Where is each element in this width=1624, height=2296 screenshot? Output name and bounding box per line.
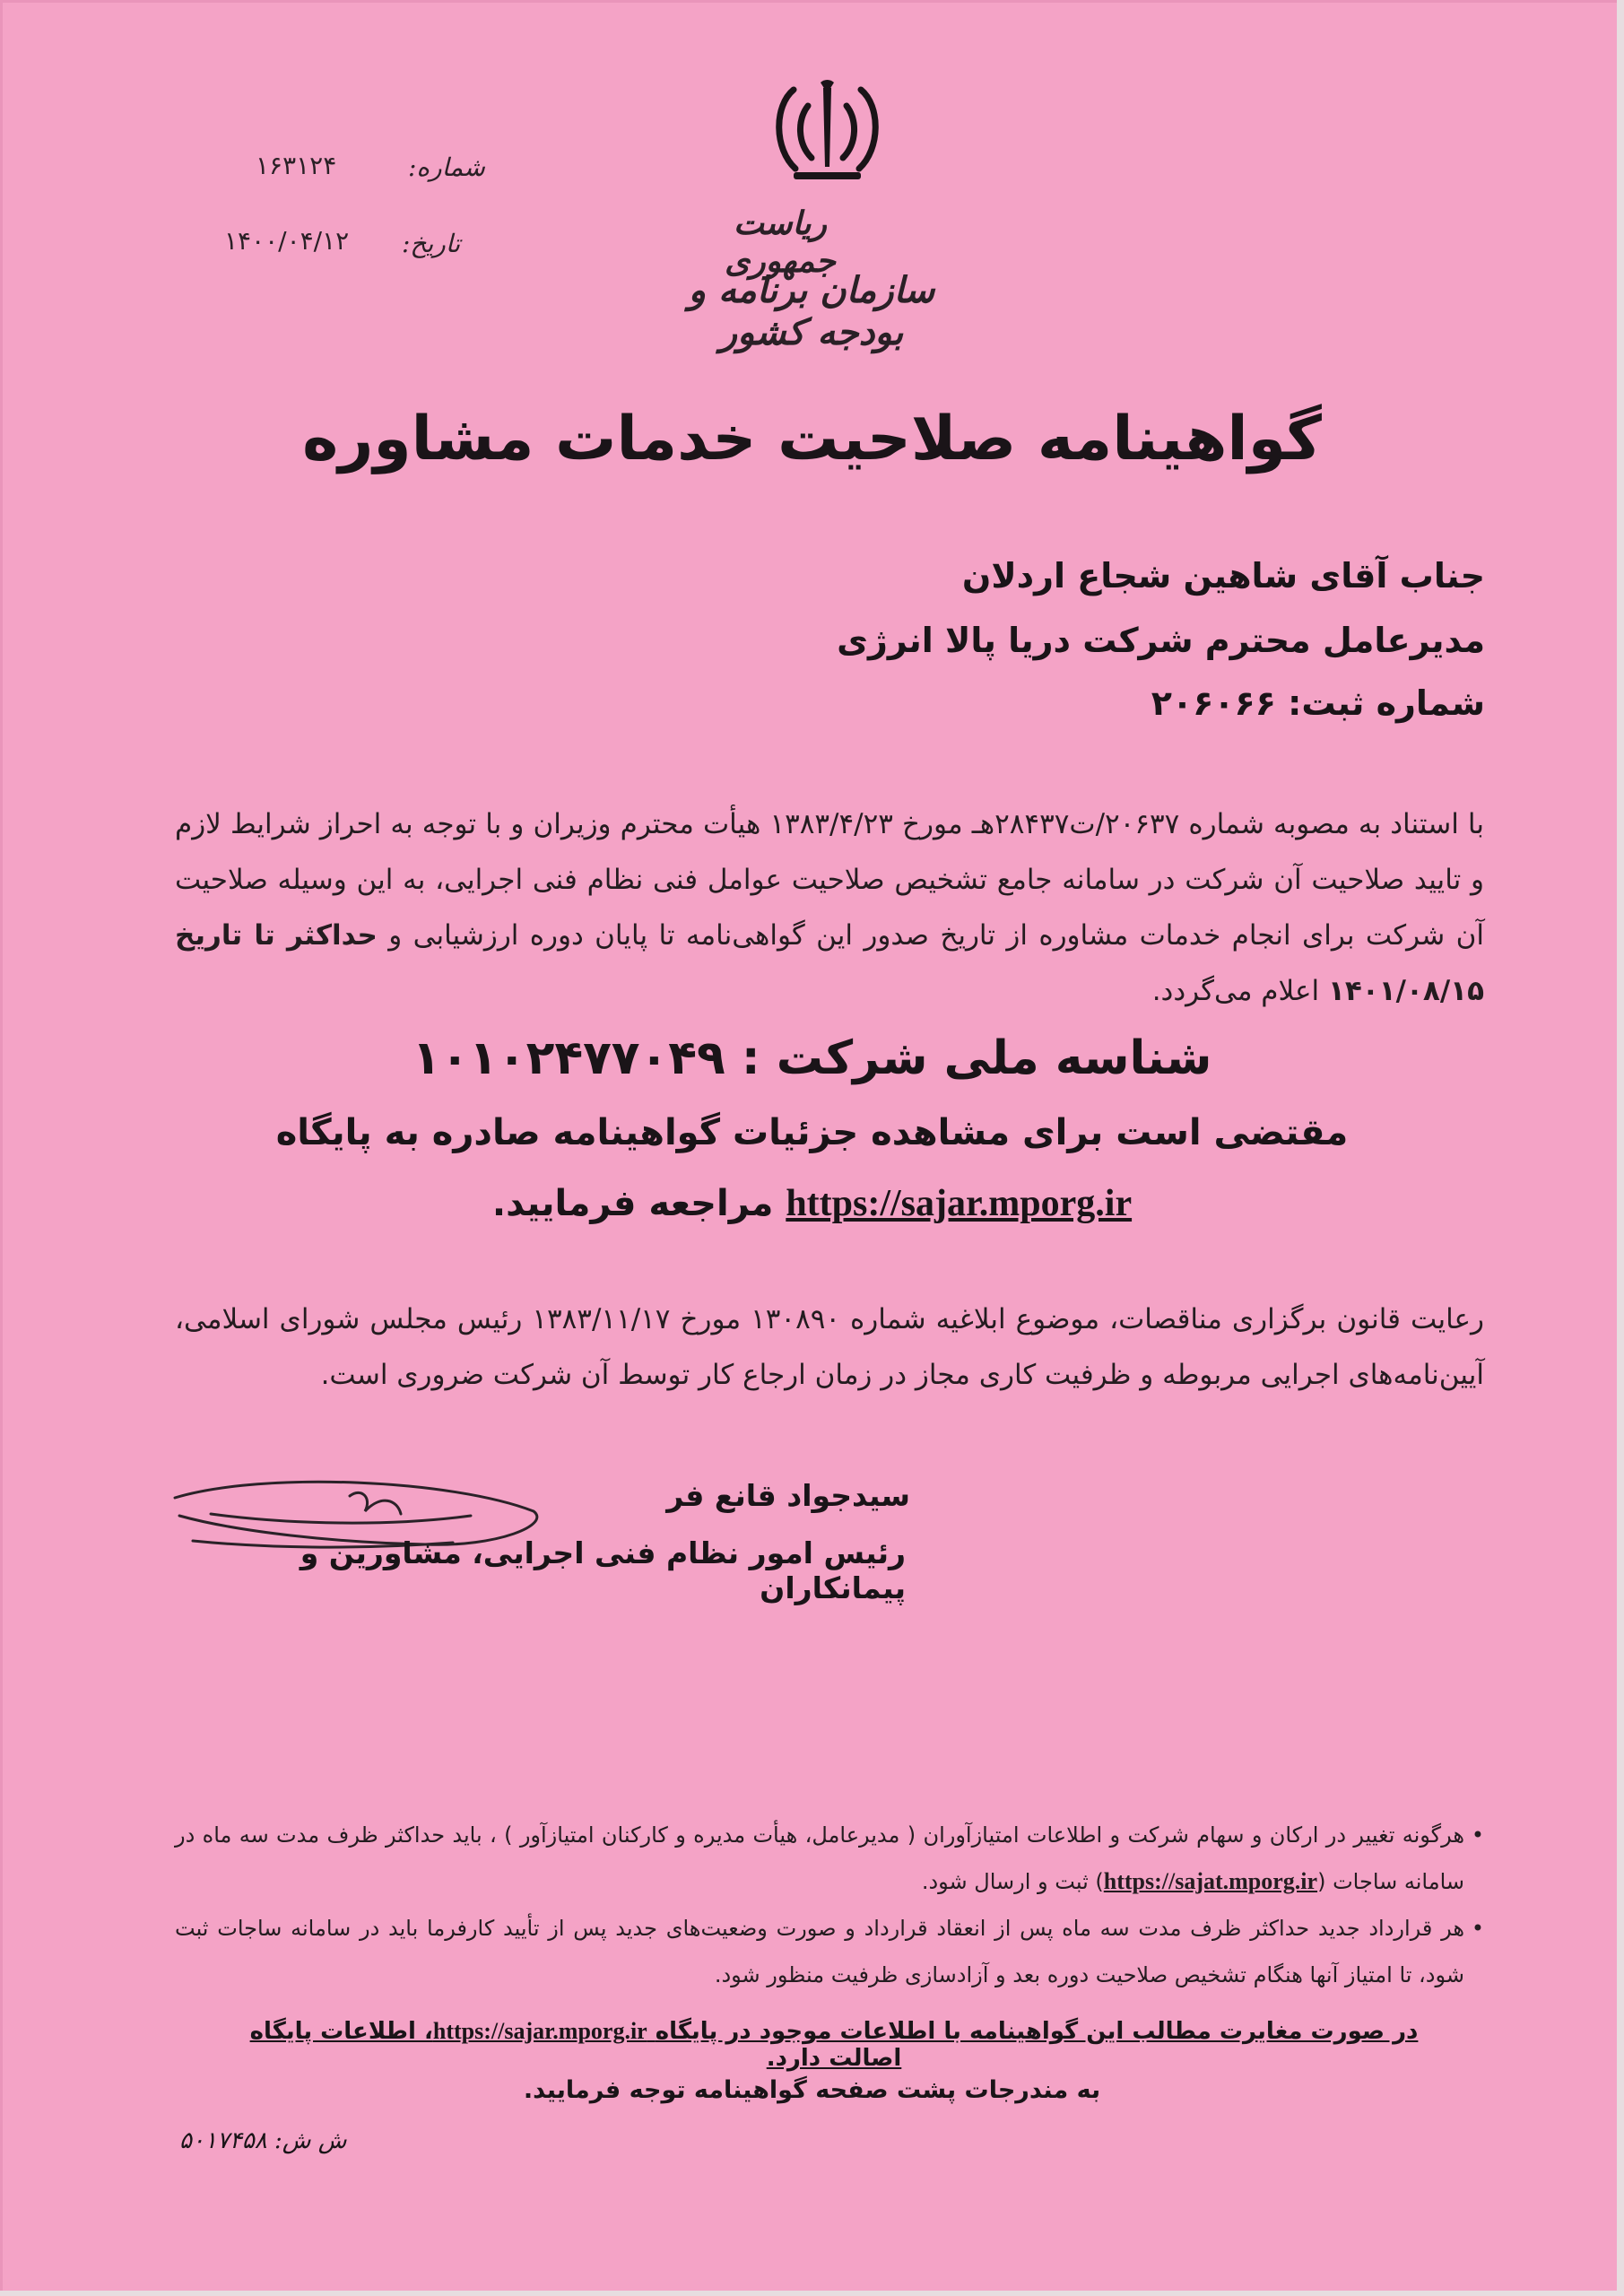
recipient-position: مدیرعامل محترم شرکت دریا پالا انرژی — [837, 621, 1485, 660]
refer-line-url — [269, 1182, 1355, 1225]
validity-deadline: حداکثر تا تاریخ ۱۴۰۱/۰۸/۱۵ — [175, 919, 1484, 1007]
note1-text-end: ) ثبت و ارسال شود. — [921, 1869, 1104, 1894]
number-value: ۱۶۳۱۲۴ — [256, 151, 337, 180]
sajar-link[interactable]: https://sajar.mporg.ir — [786, 1183, 1133, 1224]
note-item — [175, 1905, 1484, 1998]
paragraph-approval — [175, 796, 1484, 1019]
iran-emblem-icon — [767, 79, 888, 187]
paragraph-approval-main: با استناد به مصوبه شماره ۲۰۶۳۷/ت۲۸۴۳۷هـ مورخ ۱۳۸۳/۴/۲۳ هیأت محترم وزیران و با توجه به احراز شرایط لازم و تایید صلاحیت آن شرکت در سامانه جامع تشخیص صلاحیت عوامل فنی نظام فنی اجرایی، به این وسیله صلاحیت آن شرکت برای انجام خدمات مشاوره از تاریخ صدور این گواهی‌نامه تا پایان دوره ارزشیابی و — [175, 808, 1484, 952]
org-line-budget-organization: سازمان برنامه و بودجه کشور — [688, 269, 935, 353]
warning-start: در صورت مغایرت مطالب این گواهینامه با اطلاعات موجود در پایگاه — [655, 2018, 1419, 2045]
bullet-icon: • — [1471, 1822, 1484, 1848]
number-label: شماره: — [408, 152, 485, 182]
note2-text: هر قرارداد جدید حداکثر ظرف مدت سه ماه پس از انعقاد قرارداد و صورت وضعیت‌های جدید پس از تأیید کارفرما باید در سامانه ساجات ثبت شود، تا امتیاز آنها هنگام تشخیص صلاحیت دوره بعد و آزادسازی ظرفیت منظور شود. — [175, 1916, 1464, 1987]
refer-end: مراجعه فرمایید. — [491, 1183, 774, 1224]
warning-link[interactable]: https://sajar.mporg.ir — [432, 2018, 647, 2044]
note-item — [175, 1812, 1484, 1905]
iran-emblem-graphic — [767, 79, 888, 187]
date-label: تاریخ: — [402, 229, 461, 258]
refer-line: مقتضی است برای مشاهده جزئیات گواهینامه صادره به پایگاه — [275, 1112, 1349, 1153]
national-id: شناسه ملی شرکت : ۱۰۱۰۲۴۷۷۰۴۹ — [412, 1031, 1212, 1085]
footnotes — [175, 1812, 1484, 1998]
sajat-link[interactable]: https://sajat.mporg.ir — [1103, 1868, 1318, 1894]
back-page-note: به مندرجات پشت صفحه گواهینامه توجه فرمایید. — [523, 2076, 1101, 2104]
date-value: ۱۴۰۰/۰۴/۱۲ — [224, 226, 350, 256]
paragraph-approval-end: اعلام می‌گردد. — [1151, 975, 1320, 1007]
serial-number: ش ش: ۵۰۱۷۴۵۸ — [179, 2127, 347, 2154]
org-line-presidency: ریاست جمهوری — [725, 204, 836, 280]
validity-warning — [215, 2018, 1453, 2072]
signer-title: رئیس امور نظام فنی اجرایی، مشاورین و پیمانکاران — [300, 1535, 906, 1605]
registration-number: شماره ثبت: ۲۰۶۰۶۶ — [1151, 683, 1485, 723]
paragraph-tender-law: رعایت قانون برگزاری مناقصات، موضوع ابلاغیه شماره ۱۳۰۸۹۰ مورخ ۱۳۸۳/۱۱/۱۷ رئیس مجلس شورای اسلامی، آیین‌نامه‌های اجرایی مربوطه و ظرفیت کاری مجاز در زمان ارجاع کار توسط آن شرکت ضروری است. — [175, 1303, 1484, 1391]
scan-edge-right — [1617, 0, 1624, 2296]
bullet-icon: • — [1471, 1916, 1484, 1941]
note1-text-start: هرگونه تغییر در ارکان و سهام شرکت و اطلاعات امتیازآوران ( مدیرعامل، هیأت مدیره و کارکنان امتیازآور ) ، باید حداکثر ظرف مدت سه ماه در سامانه ساجات ( — [175, 1822, 1464, 1894]
document-title: گواهینامه صلاحیت خدمات مشاوره — [302, 404, 1322, 474]
warning-end: ، اطلاعات پایگاه اصالت دارد. — [249, 2018, 902, 2072]
recipient-name: جناب آقای شاهین شجاع اردلان — [961, 556, 1485, 596]
scan-edge-bottom — [0, 2291, 1624, 2296]
signer-name: سیدجواد قانع فر — [666, 1478, 910, 1513]
